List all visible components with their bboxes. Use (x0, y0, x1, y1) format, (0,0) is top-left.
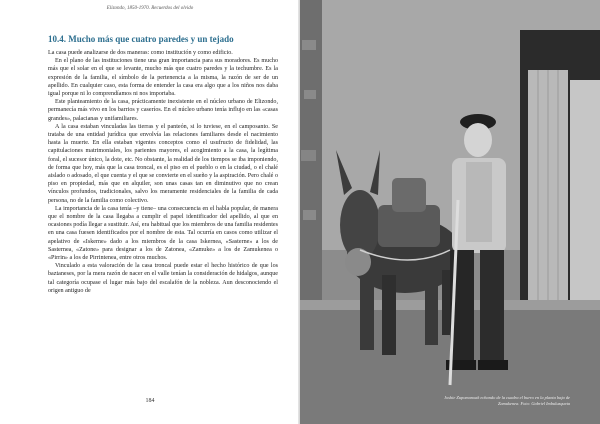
body-text (48, 49, 278, 295)
photo-man-with-donkey (300, 0, 600, 424)
paragraph: A la casa estaban vinculadas las tierras y el panteón, si lo tuviese, en el camposanto. Se trataba de una entidad jurídica que envolvía las relaciones familiares desde el nacimiento hasta la muerte. En ella estaban vigentes conceptos como el usufructo de fidelidad, las capitulaciones matrimoniales, los parientes mayores, el acogimiento a la casa, la legítima foral, el sucesor único, la dote, etc. No obstante, la realidad de los tiempos se iba imponiendo, de forma que hoy, más que la casa troncal, es el piso en el pueblo o en la ciudad, o el chalé aislado o adosado, el que cuenta y el que se convierte en el sueño y la aspiración. Pero chalé o piso en propiedad, más que en alquiler, son unas casas tan en diminutivo que no crean vínculos profundos, tradicionales, salvo los meramente residenciales de la familia de cada persona, no de la familia como colectivo. (48, 123, 278, 204)
paragraph: La casa puede analizarse de dos maneras: como institución y como edificio. (48, 50, 233, 56)
photo-caption: Joshie Zupomanoak echando de la cuadra el burro en la planta baja de Zamukenea. Foto: Gabriel Imbuluzqueta (444, 395, 570, 406)
paragraph: La importancia de la casa tenía –y tiene– una consecuencia en el habla popular, de manera que el nombre de la casa llegaba a cumplir el papel identificador del apellido, al que en ocasiones podía llegar a sustituir. Así, era habitual que los miembros de una familia residentes en una casa fuesen identificados por el nombre de esta. Tal ocurría en casos como utilizar el apelativo de «Iskerne» dado a los miembros de la casa Iskernea, «Sasterne» a los de Sasternea, «Zatone» para designar a los de Zatonea, «Zamuke» a los de Zamukenea o «Pirrin» a los de Pirrintenea, entre otros muchos. (48, 205, 278, 262)
running-head: Elizondo, 1850-1970. Recuerdos del olvido (106, 6, 194, 11)
paragraph: Este planteamiento de la casa, prácticamente inexistente en el núcleo urbano de Elizondo, permanecía más vivo en los barrios y caseríos. En el núcleo urbano tenía influjo en las «casas grandes», palacianas y unifamiliares. (48, 99, 278, 122)
right-page (300, 0, 600, 424)
section-heading: 10.4. Mucho más que cuatro paredes y un tejado (48, 34, 234, 44)
paragraph: En el plano de las instituciones tiene una gran importancia para sus moradores. Es mucho más que el solar en el que se levante, mucho más que cuatro paredes y la techumbre. Es la expresión de la familia, el símbolo de la pertenencia a la misma, la razón de ser de un apellido. En cualquier caso, esta forma de entender la casa era algo que a los niños nos daba igual porque ni lo comprendíamos ni nos importaba. (48, 58, 278, 98)
paragraph: Vinculado a esta valoración de la casa troncal puede estar el hecho histórico de que los baztaneses, por la mera razón de nacer en el valle tenían la consideración de hidalgos, aunque tal categoría ocupase el lugar más bajo del escalafón de la nobleza. Aun desconociendo el origen antiguo de (48, 263, 278, 294)
photo-man-face (464, 123, 492, 157)
page-number: 184 (145, 398, 155, 404)
